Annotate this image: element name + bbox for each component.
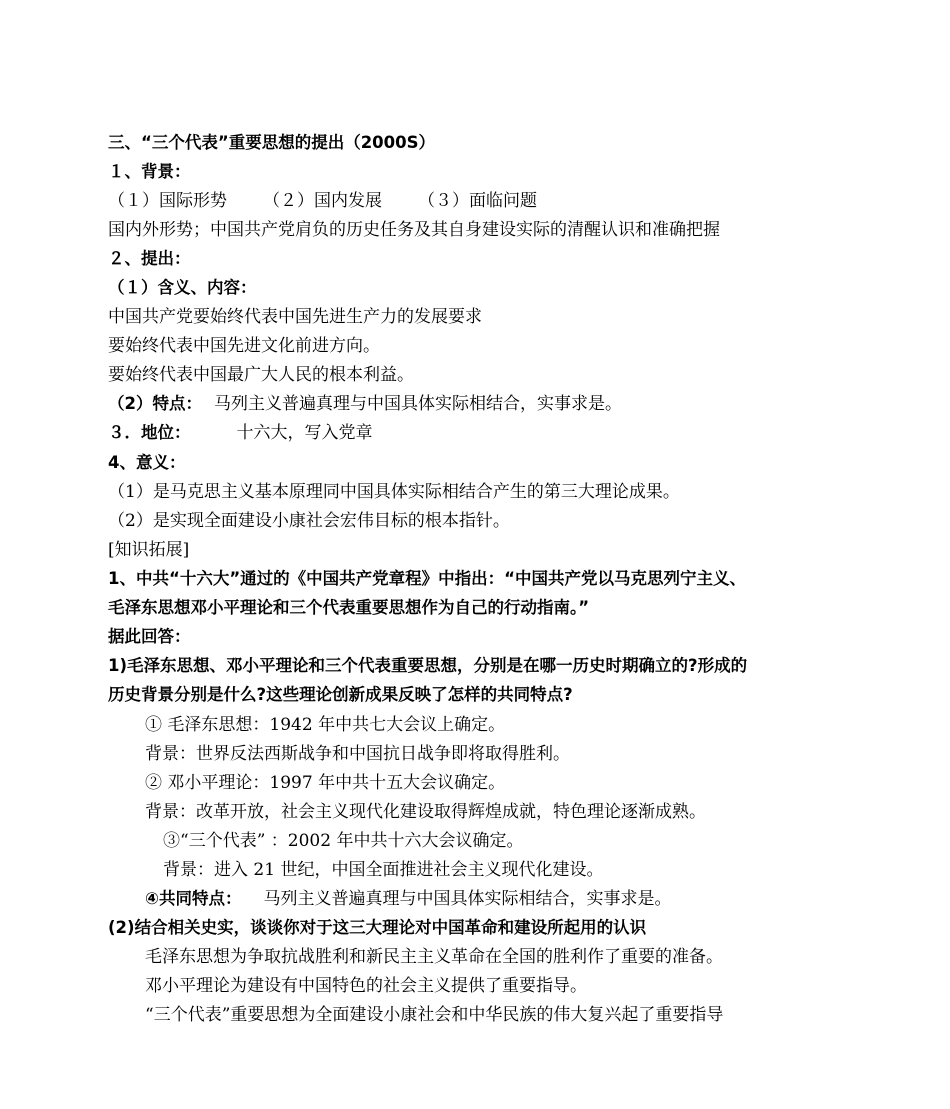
background-title: １、背景： (108, 162, 191, 181)
question-2: (2)结合相关史实，谈谈你对于这三大理论对中国革命和建设所起用的认识 (108, 918, 647, 937)
significance-title: 4、意义： (108, 453, 186, 472)
common-feature-line (145, 888, 671, 910)
answer-mao-thought: ① 毛泽东思想：1942 年中共七大会议上确定。 (145, 715, 506, 735)
answer-prompt: 据此回答： (108, 627, 191, 646)
feature-text: 马列主义普遍真理与中国具体实际相结合，实事求是。 (213, 394, 622, 414)
question-1a-line-1: 1)毛泽东思想、邓小平理论和三个代表重要思想，分别是在哪一历史时期确立的?形成的 (108, 656, 748, 675)
answer-deng-background: 背景：改革开放，社会主义现代化建设取得辉煌成就，特色理论逐渐成熟。 (145, 802, 706, 822)
significance-item-2: （2）是实现全面建设小康社会宏伟目标的根本指针。 (108, 511, 510, 531)
feature-label: （2）特点： (108, 394, 202, 413)
background-item-international: （１）国际形势 (108, 191, 227, 211)
question-1a-line-2: 历史背景分别是什么?这些理论创新成果反映了怎样的共同特点? (108, 685, 573, 704)
answer-deng-theory: ② 邓小平理论：1997 年中共十五大会议确定。 (145, 773, 506, 793)
answer-three-represents: ③“三个代表” ：2002 年中共十六大会议确定。 (163, 831, 524, 851)
status-text: 十六大，写入党章 (236, 423, 373, 443)
background-items (108, 190, 537, 212)
significance-item-1: （1）是马克思主义基本原理同中国具体实际相结合产生的第三大理论成果。 (108, 482, 680, 502)
status-label: ３．地位： (108, 423, 191, 442)
common-feature-text: 马列主义普遍真理与中国具体实际相结合，实事求是。 (263, 889, 672, 909)
background-item-problems: （３）面临问题 (418, 191, 537, 211)
content-line-2: 要始终代表中国先进文化前进方向。 (108, 336, 380, 356)
answer-mao-background: 背景：世界反法西斯战争和中国抗日战争即将取得胜利。 (145, 744, 570, 764)
common-feature-label: ④共同特点： (145, 889, 242, 908)
raise-title: ２、提出： (108, 249, 191, 268)
meaning-title: （１）含义、内容： (108, 278, 257, 297)
content-line-3: 要始终代表中国最广大人民的根本利益。 (108, 365, 414, 385)
background-description: 国内外形势；中国共产党肩负的历史任务及其自身建设实际的清醒认识和准确把握 (108, 220, 720, 240)
answer-2-line-2: 邓小平理论为建设有中国特色的社会主义提供了重要指导。 (145, 976, 587, 996)
answer-2-line-1: 毛泽东思想为争取抗战胜利和新民主主义革命在全国的胜利作了重要的准备。 (145, 947, 723, 967)
section-heading-3: 三、“三个代表”重要思想的提出（2000S） (108, 133, 435, 152)
feature-line (108, 393, 622, 415)
question-1-line-2: 毛泽东思想邓小平理论和三个代表重要思想作为自己的行动指南。” (108, 598, 590, 617)
knowledge-extension-title: [知识拓展] (108, 540, 190, 560)
answer-2-line-3: “三个代表”重要思想为全面建设小康社会和中华民族的伟大复兴起了重要指导 (145, 1005, 724, 1025)
question-1-line-1: 1、中共“十六大”通过的《中国共产党章程》中指出：“中国共产党以马克思列宁主义、 (108, 569, 747, 588)
status-line (108, 422, 373, 444)
background-item-domestic: （２）国内发展 (263, 191, 382, 211)
answer-three-represents-background: 背景：进入 21 世纪，中国全面推进社会主义现代化建设。 (163, 860, 604, 880)
content-line-1: 中国共产党要始终代表中国先进生产力的发展要求 (108, 307, 482, 327)
